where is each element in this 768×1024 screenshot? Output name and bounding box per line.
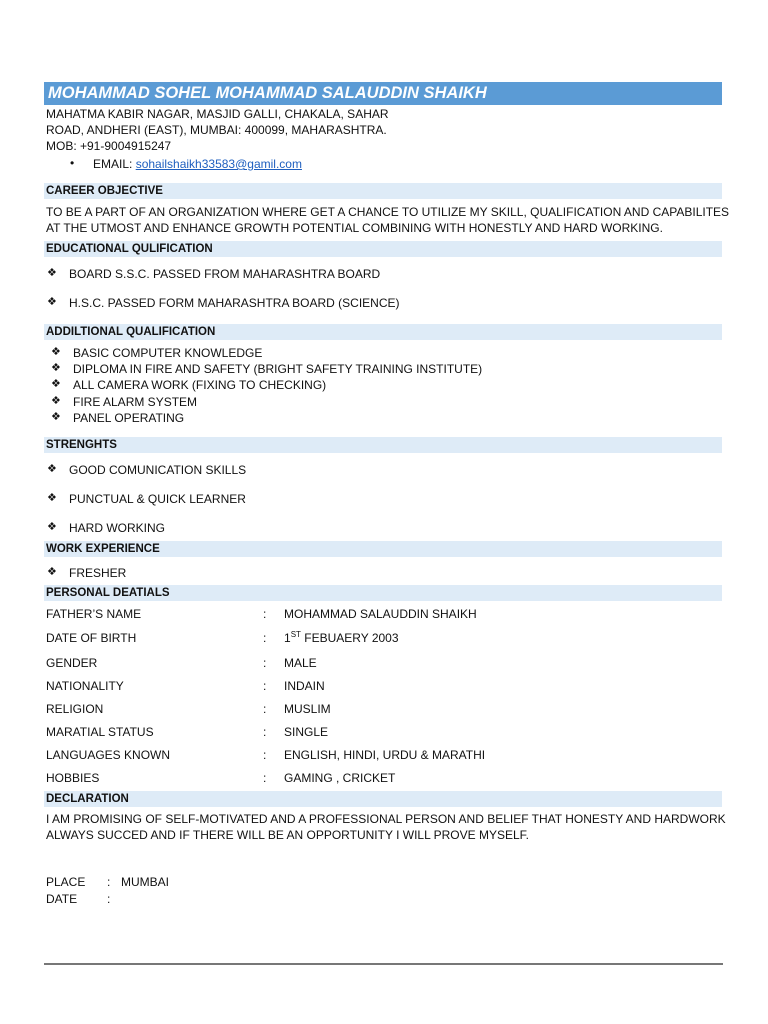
address-line-1: MAHATMA KABIR NAGAR, MASJID GALLI, CHAKALA, SAHAR [46,107,389,121]
section-career-objective: CAREER OBJECTIVE [44,183,722,199]
section-work-experience: WORK EXPERIENCE [44,541,722,557]
additional-item: BASIC COMPUTER KNOWLEDGE [73,346,263,360]
diamond-bullet-icon: ❖ [51,346,61,358]
diamond-bullet-icon: ❖ [47,296,57,308]
personal-value: GAMING , CRICKET [284,771,396,785]
dob-day: 1 [284,631,291,645]
additional-item: DIPLOMA IN FIRE AND SAFETY (BRIGHT SAFETY TRAINING INSTITUTE) [73,362,483,376]
diamond-bullet-icon: ❖ [47,463,57,475]
career-objective-line-1: TO BE A PART OF AN ORGANIZATION WHERE GET A CHANCE TO UTILIZE MY SKILL, QUALIFICATION AND CAPABILITES [46,205,730,219]
personal-label: LANGUAGES KNOWN [46,748,171,762]
dob-rest: FEBUAERY 2003 [300,631,399,645]
email-bullet-icon: • [70,156,75,170]
personal-value: ENGLISH, HINDI, URDU & MARATHI [284,748,486,762]
education-item: BOARD S.S.C. PASSED FROM MAHARASHTRA BOARD [69,267,381,281]
section-education: EDUCATIONAL QULIFICATION [44,241,722,257]
declaration-line-2: ALWAYS SUCCED AND IF THERE WILL BE AN OPPORTUNITY I WILL PROVE MYSELF. [46,828,529,842]
personal-colon: : [263,702,267,716]
declaration-line-1: I AM PROMISING OF SELF-MOTIVATED AND A PROFESSIONAL PERSON AND BELIEF THAT HONESTY AND HARDWORK [46,812,726,826]
strength-item: HARD WORKING [69,521,165,535]
personal-value: SINGLE [284,725,329,739]
diamond-bullet-icon: ❖ [51,362,61,374]
career-objective-line-2: AT THE UTMOST AND ENHANCE GROWTH POTENTIAL COMBINING WITH HONESTLY AND HARD WORKING. [46,221,663,235]
section-additional-qualification: ADDILTIONAL QUALIFICATION [44,324,722,340]
email-line [93,156,302,172]
personal-value: MOHAMMAD SALAUDDIN SHAIKH [284,607,477,621]
personal-colon: : [263,725,267,739]
personal-colon: : [263,656,267,670]
dob-suffix: ST [290,630,301,639]
additional-item: PANEL OPERATING [73,411,185,425]
personal-value: MALE [284,656,317,670]
personal-label: HOBBIES [46,771,100,785]
candidate-name: MOHAMMAD SOHEL MOHAMMAD SALAUDDIN SHAIKH [48,84,487,102]
additional-item: ALL CAMERA WORK (FIXING TO CHECKING) [73,378,327,392]
additional-item: FIRE ALARM SYSTEM [73,395,198,409]
personal-label: FATHER’S NAME [46,607,142,621]
date-colon: : [107,892,111,906]
footer-divider [44,963,723,965]
diamond-bullet-icon: ❖ [51,395,61,407]
education-item: H.S.C. PASSED FORM MAHARASHTRA BOARD (SCIENCE) [69,296,400,310]
personal-value: MUSLIM [284,702,331,716]
personal-colon: : [263,748,267,762]
section-declaration: DECLARATION [44,791,722,807]
strength-item: GOOD COMUNICATION SKILLS [69,463,247,477]
place-label: PLACE [46,875,86,889]
date-label: DATE [46,892,78,906]
place-colon: : [107,875,111,889]
personal-label: RELIGION [46,702,104,716]
personal-value [284,630,399,646]
personal-colon: : [263,679,267,693]
personal-label: GENDER [46,656,98,670]
personal-colon: : [263,771,267,785]
personal-colon: : [263,607,267,621]
mobile-number: MOB: +91-9004915247 [46,139,172,153]
diamond-bullet-icon: ❖ [51,411,61,423]
place-value: MUMBAI [121,875,169,889]
diamond-bullet-icon: ❖ [47,267,57,279]
email-label: EMAIL: [93,157,136,171]
personal-colon: : [263,631,267,645]
personal-label: DATE OF BIRTH [46,631,137,645]
personal-label: NATIONALITY [46,679,124,693]
diamond-bullet-icon: ❖ [51,378,61,390]
section-personal-details: PERSONAL DEATIALS [44,585,722,601]
strength-item: PUNCTUAL & QUICK LEARNER [69,492,246,506]
name-banner [44,82,722,105]
diamond-bullet-icon: ❖ [47,492,57,504]
section-strengths: STRENGHTS [44,437,722,453]
personal-label: MARATIAL STATUS [46,725,154,739]
diamond-bullet-icon: ❖ [47,521,57,533]
address-line-2: ROAD, ANDHERI (EAST), MUMBAI: 400099, MAHARASHTRA. [46,123,387,137]
diamond-bullet-icon: ❖ [47,566,57,578]
email-link[interactable]: sohailshaikh33583@gamil.com [135,157,302,171]
work-item: FRESHER [69,566,127,580]
personal-value: INDAIN [284,679,325,693]
